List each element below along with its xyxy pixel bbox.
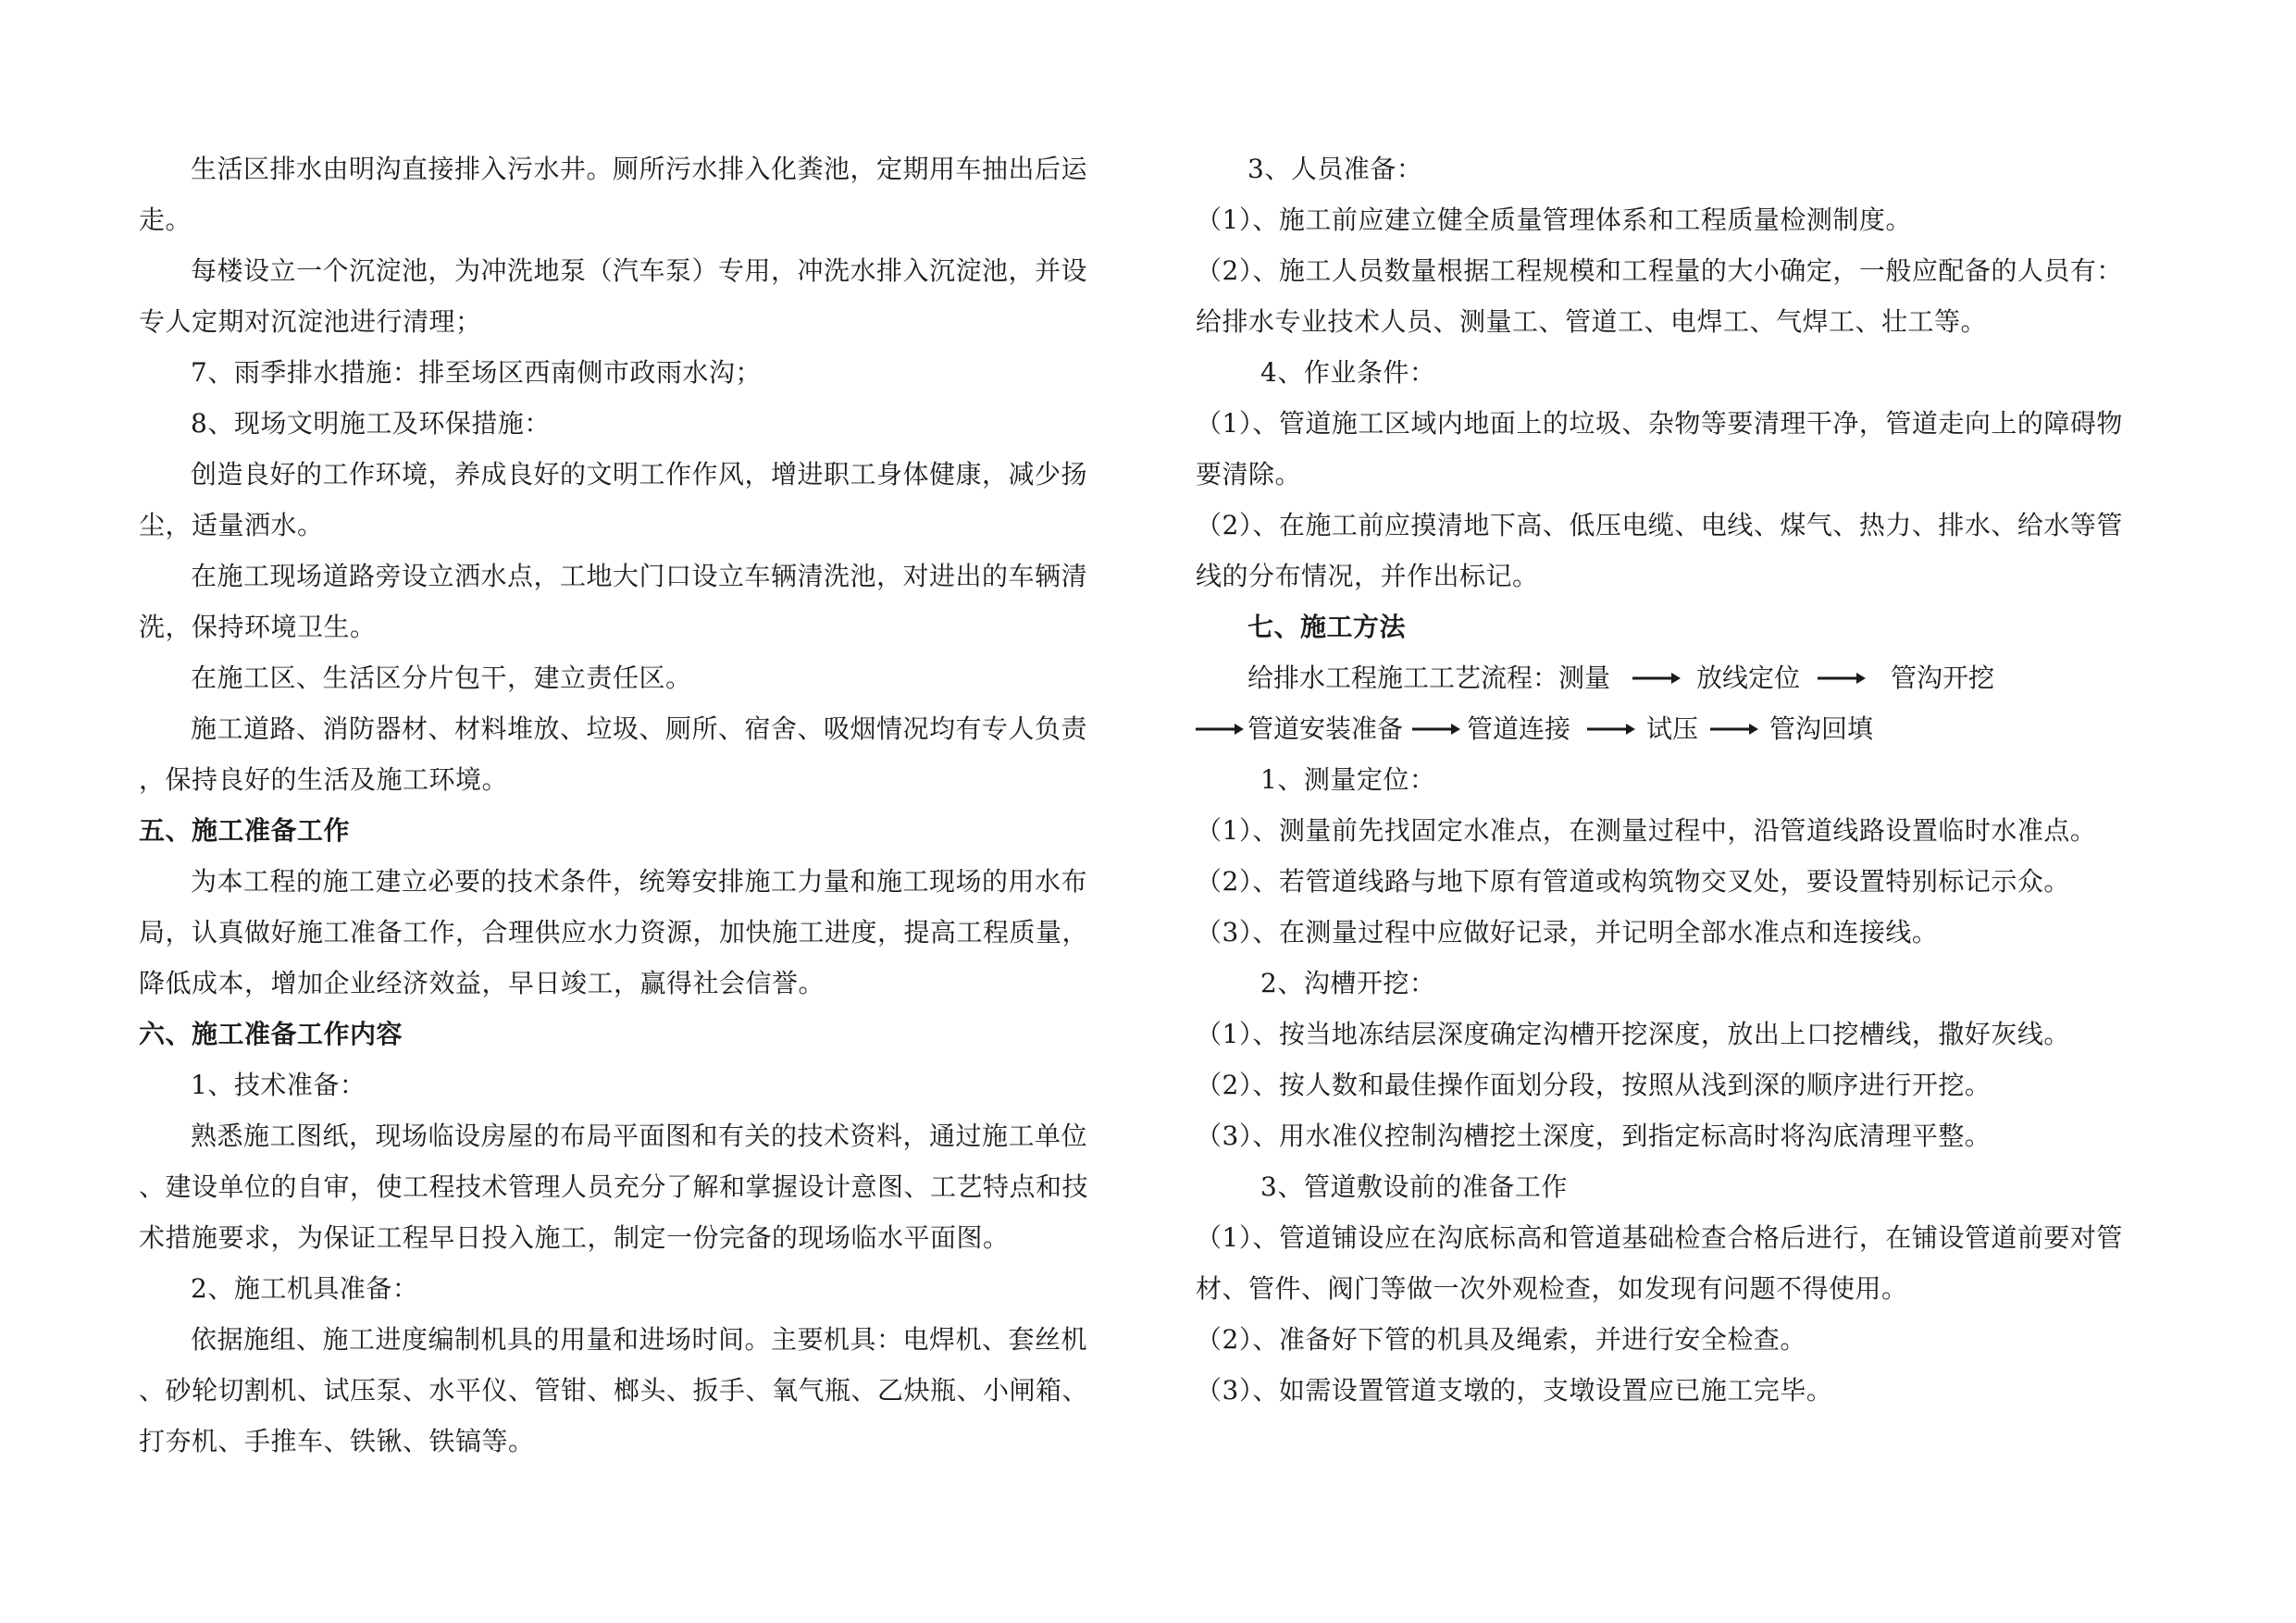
subsection-heading: 1、测量定位： (1260, 764, 1436, 795)
section-heading: 六、施工准备工作内容 (139, 1019, 403, 1049)
paragraph-line: ，保持良好的生活及施工环境。 (139, 764, 509, 795)
paragraph-line: 8、现场文明施工及环保措施： (191, 408, 551, 439)
paragraph-line: 熟悉施工图纸，现场临设房屋的布局平面图和有关的技术资料，通过施工单位 (191, 1121, 1088, 1151)
paragraph-line: 给排水专业技术人员、测量工、管道工、电焊工、气焊工、壮工等。 (1196, 306, 1988, 337)
paragraph-line: 在施工区、生活区分片包干，建立责任区。 (191, 663, 692, 693)
paragraph-line: （2）、在施工前应摸清地下高、低压电缆、电线、煤气、热力、排水、给水等管 (1196, 510, 2123, 540)
paragraph-line: 在施工现场道路旁设立洒水点，工地大门口设立车辆清洗池，对进出的车辆清 (191, 561, 1088, 591)
paragraph-line: 洗，保持环境卫生。 (139, 612, 377, 642)
paragraph-line: （1）、测量前先找固定水准点，在测量过程中，沿管道线路设置临时水准点。 (1196, 815, 2097, 846)
paragraph-line: 为本工程的施工建立必要的技术条件，统筹安排施工力量和施工现场的用水布 (191, 866, 1088, 897)
paragraph-line: （3）、如需设置管道支墩的，支墩设置应已施工完毕。 (1196, 1375, 1833, 1406)
paragraph-line: 、建设单位的自审，使工程技术管理人员充分了解和掌握设计意图、工艺特点和技 (139, 1171, 1089, 1202)
subsection-heading: 4、作业条件： (1260, 357, 1436, 388)
paragraph-line: 施工道路、消防器材、材料堆放、垃圾、厕所、宿舍、吸烟情况均有专人负责 (191, 713, 1088, 744)
paragraph-line: 创造良好的工作环境，养成良好的文明工作作风，增进职工身体健康，减少扬 (191, 459, 1088, 489)
paragraph-line: （2）、准备好下管的机具及绳索，并进行安全检查。 (1196, 1324, 1806, 1355)
paragraph-line: 2、施工机具准备： (191, 1273, 419, 1304)
paragraph-line: 要清除。 (1196, 459, 1302, 489)
paragraph-line: （1）、按当地冻结层深度确定沟槽开挖深度，放出上口挖槽线，撒好灰线。 (1196, 1019, 2070, 1049)
paragraph-line: （2）、按人数和最佳操作面划分段，按照从浅到深的顺序进行开挖。 (1196, 1070, 1992, 1100)
paragraph-line: 专人定期对沉淀池进行清理； (139, 306, 482, 337)
flow-prefix: 给排水工程施工工艺流程：测量 (1247, 663, 1611, 693)
section-heading: 七、施工方法 (1247, 612, 1407, 642)
subsection-heading: 3、人员准备： (1247, 154, 1423, 184)
paragraph-line: （1）、管道施工区域内地面上的垃圾、杂物等要清理干净，管道走向上的障碍物 (1196, 408, 2123, 439)
paragraph-line: 线的分布情况，并作出标记。 (1196, 561, 1539, 591)
arrow-right-icon (1585, 711, 1637, 748)
subsection-heading: 3、管道敷设前的准备工作 (1260, 1171, 1568, 1202)
paragraph-line: （2）、施工人员数量根据工程规模和工程量的大小确定，一般应配备的人员有： (1196, 255, 2123, 286)
subsection-heading: 2、沟槽开挖： (1260, 968, 1436, 998)
paragraph-line: 生活区排水由明沟直接排入污水井。厕所污水排入化粪池，定期用车抽出后运 (191, 154, 1088, 184)
arrow-right-icon (1708, 711, 1760, 748)
paragraph-line: 每楼设立一个沉淀池，为冲洗地泵（汽车泵）专用，冲洗水排入沉淀池，并设 (191, 255, 1088, 286)
flow-step: 管沟回填 (1769, 713, 1874, 744)
paragraph-line: 7、雨季排水措施：排至场区西南侧市政雨水沟； (191, 357, 762, 388)
flow-step: 管沟开挖 (1891, 663, 1995, 693)
paragraph-line: 1、技术准备： (191, 1070, 366, 1100)
paragraph-line: （2）、若管道线路与地下原有管道或构筑物交叉处，要设置特别标记示众。 (1196, 866, 2070, 897)
arrow-right-icon (1194, 711, 1246, 748)
arrow-right-icon (1816, 660, 1868, 697)
paragraph-line: 依据施组、施工进度编制机具的用量和进场时间。主要机具：电焊机、套丝机 (191, 1324, 1088, 1355)
paragraph-line: 、砂轮切割机、试压泵、水平仪、管钳、榔头、扳手、氧气瓶、乙炔瓶、小闸箱、 (139, 1375, 1089, 1406)
arrow-right-icon (1631, 660, 1682, 697)
paragraph-line: 走。 (139, 204, 192, 235)
paragraph-line: 术措施要求，为保证工程早日投入施工，制定一份完备的现场临水平面图。 (139, 1222, 1010, 1253)
paragraph-line: 打夯机、手推车、铁锹、铁镐等。 (139, 1426, 535, 1456)
flow-step: 管道连接 (1467, 713, 1571, 744)
paragraph-line: （3）、用水准仪控制沟槽挖土深度，到指定标高时将沟底清理平整。 (1196, 1121, 1992, 1151)
paragraph-line: 材、管件、阀门等做一次外观检查，如发现有问题不得使用。 (1196, 1273, 1908, 1304)
flow-step: 放线定位 (1696, 663, 1801, 693)
paragraph-line: （1）、施工前应建立健全质量管理体系和工程质量检测制度。 (1196, 204, 1912, 235)
paragraph-line: （3）、在测量过程中应做好记录，并记明全部水准点和连接线。 (1196, 917, 1939, 948)
flow-step: 管道安装准备 (1247, 713, 1404, 744)
paragraph-line: （1）、管道铺设应在沟底标高和管道基础检查合格后进行，在铺设管道前要对管 (1196, 1222, 2123, 1253)
arrow-right-icon (1410, 711, 1462, 748)
paragraph-line: 尘，适量洒水。 (139, 510, 324, 540)
flow-step: 试压 (1646, 713, 1699, 744)
paragraph-line: 降低成本，增加企业经济效益，早日竣工，赢得社会信誉。 (139, 968, 825, 998)
paragraph-line: 局，认真做好施工准备工作，合理供应水力资源，加快施工进度，提高工程质量， (139, 917, 1089, 948)
section-heading: 五、施工准备工作 (139, 815, 351, 846)
